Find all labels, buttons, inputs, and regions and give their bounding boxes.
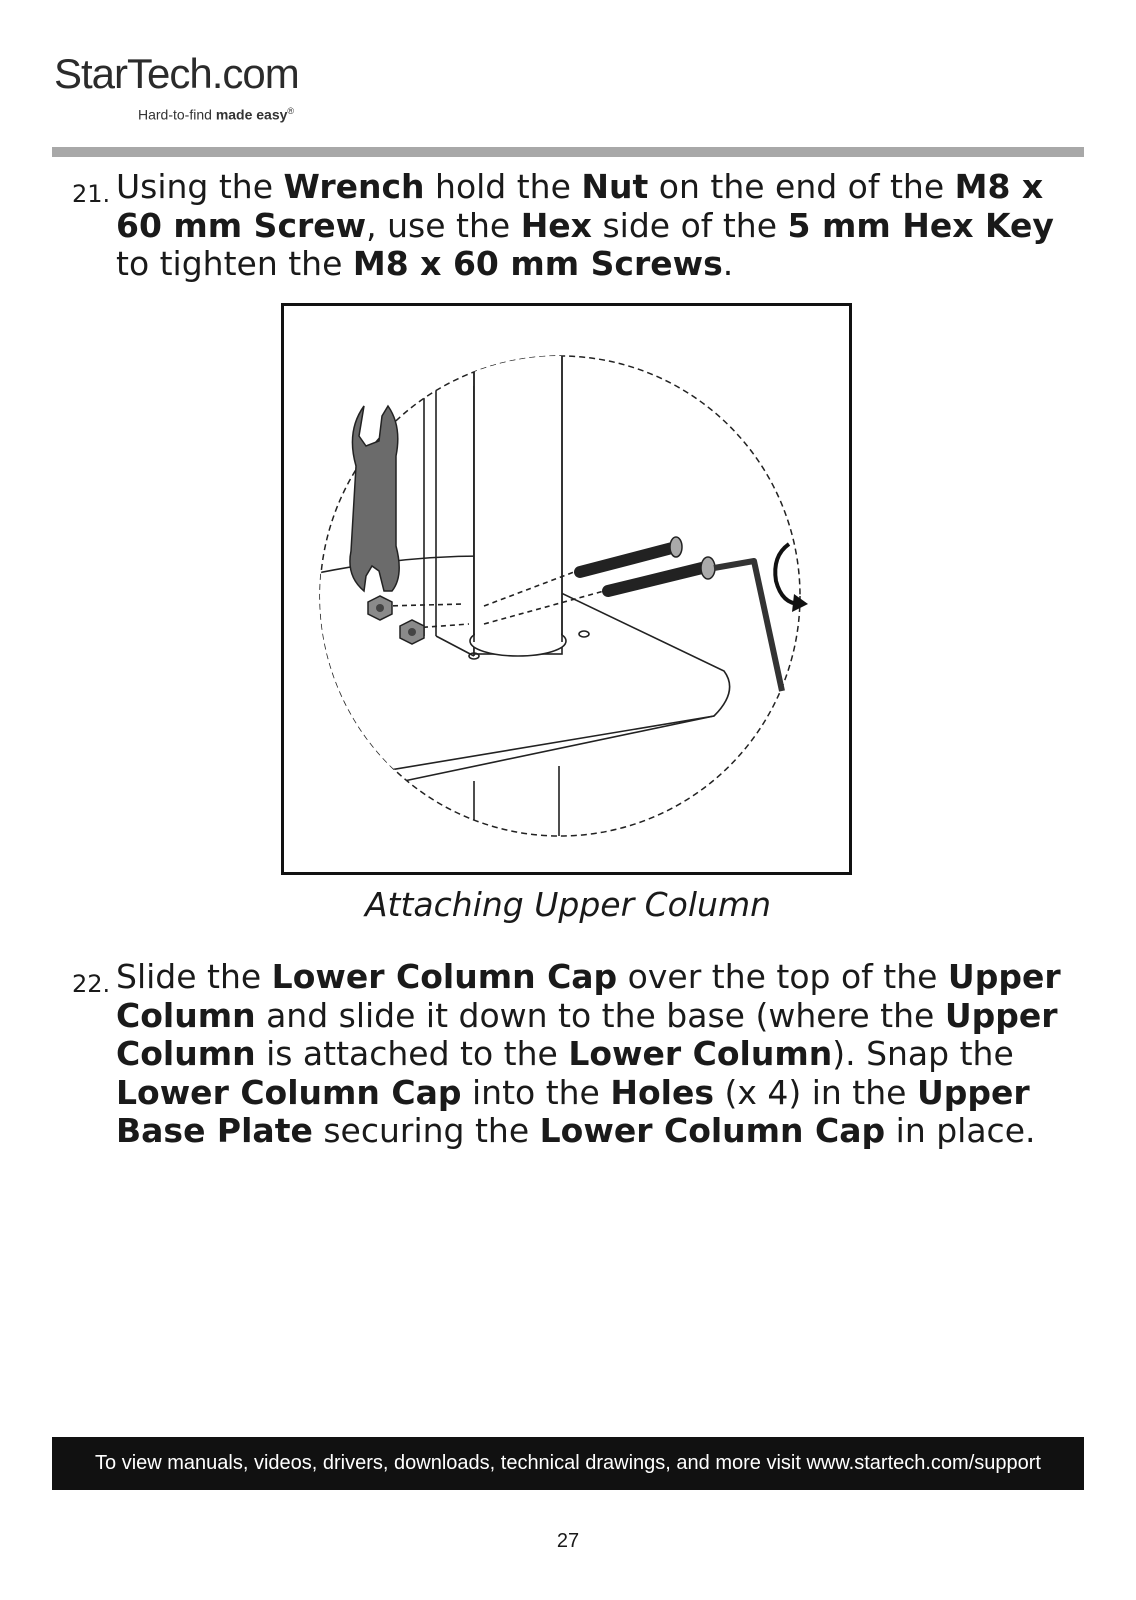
text-run: , use the xyxy=(366,205,521,245)
bold-term: Upper Base Plate xyxy=(116,1072,1030,1150)
bold-term: Holes xyxy=(610,1072,714,1112)
tagline-bold: made easy xyxy=(215,106,288,123)
step-number: 21. xyxy=(72,180,111,208)
bold-term: Lower Column xyxy=(568,1034,833,1073)
assembly-illustration xyxy=(281,303,852,875)
page-number: 27 xyxy=(556,1530,580,1552)
bold-term: Upper Column xyxy=(116,995,1058,1073)
support-link-text[interactable]: To view manuals, videos, drivers, downloads, technical drawings, and more visit www.startech.com/support xyxy=(95,1452,1041,1474)
text-run: and slide it down to the base (where the xyxy=(255,995,945,1035)
text-run: over the top of the xyxy=(617,957,948,996)
text-run: on the end of the xyxy=(648,167,955,206)
text-run: hold the xyxy=(424,167,582,206)
step-instruction xyxy=(116,958,1076,1151)
registered-mark: ® xyxy=(287,106,295,116)
step-instruction xyxy=(116,168,1076,284)
bold-term: Lower Column Cap xyxy=(539,1111,886,1150)
bold-term: Upper Column xyxy=(116,957,1061,1035)
brand-name: StarTech.com xyxy=(54,50,299,97)
bold-term: Wrench xyxy=(283,167,425,206)
text-run: Using the xyxy=(116,167,284,206)
step-number: 22. xyxy=(72,970,111,998)
bold-term: M8 x 60 mm Screw xyxy=(116,167,1044,245)
tagline-regular: Hard-to-find xyxy=(138,106,216,123)
text-run: to tighten the xyxy=(116,244,353,283)
bold-term: Nut xyxy=(581,167,649,206)
text-run: into the xyxy=(461,1072,611,1112)
nut xyxy=(400,620,424,644)
wrench xyxy=(350,406,399,591)
text-run: . xyxy=(722,244,734,283)
text-run: in place. xyxy=(885,1111,1036,1150)
text-run: (x 4) in the xyxy=(713,1072,917,1112)
brand-tagline xyxy=(138,106,294,123)
bold-term: Lower Column Cap xyxy=(116,1072,462,1112)
text-run: is attached to the xyxy=(255,1034,569,1073)
bold-term: 5 mm Hex Key xyxy=(787,205,1054,245)
nut xyxy=(368,596,392,620)
figure-caption: Attaching Upper Column xyxy=(364,885,772,924)
bold-term: Lower Column Cap xyxy=(271,957,618,996)
startech-logo xyxy=(54,50,354,130)
m8-screw xyxy=(580,537,682,572)
support-footer xyxy=(52,1437,1084,1490)
text-run: side of the xyxy=(591,205,788,245)
bold-term: Hex xyxy=(520,205,592,245)
header-divider xyxy=(52,147,1084,157)
text-run: ). Snap the xyxy=(832,1034,1014,1073)
column-attachment-drawing xyxy=(284,306,849,872)
bold-term: M8 x 60 mm Screws xyxy=(352,244,723,283)
text-run: Slide the xyxy=(116,957,272,996)
text-run: securing the xyxy=(312,1111,540,1150)
